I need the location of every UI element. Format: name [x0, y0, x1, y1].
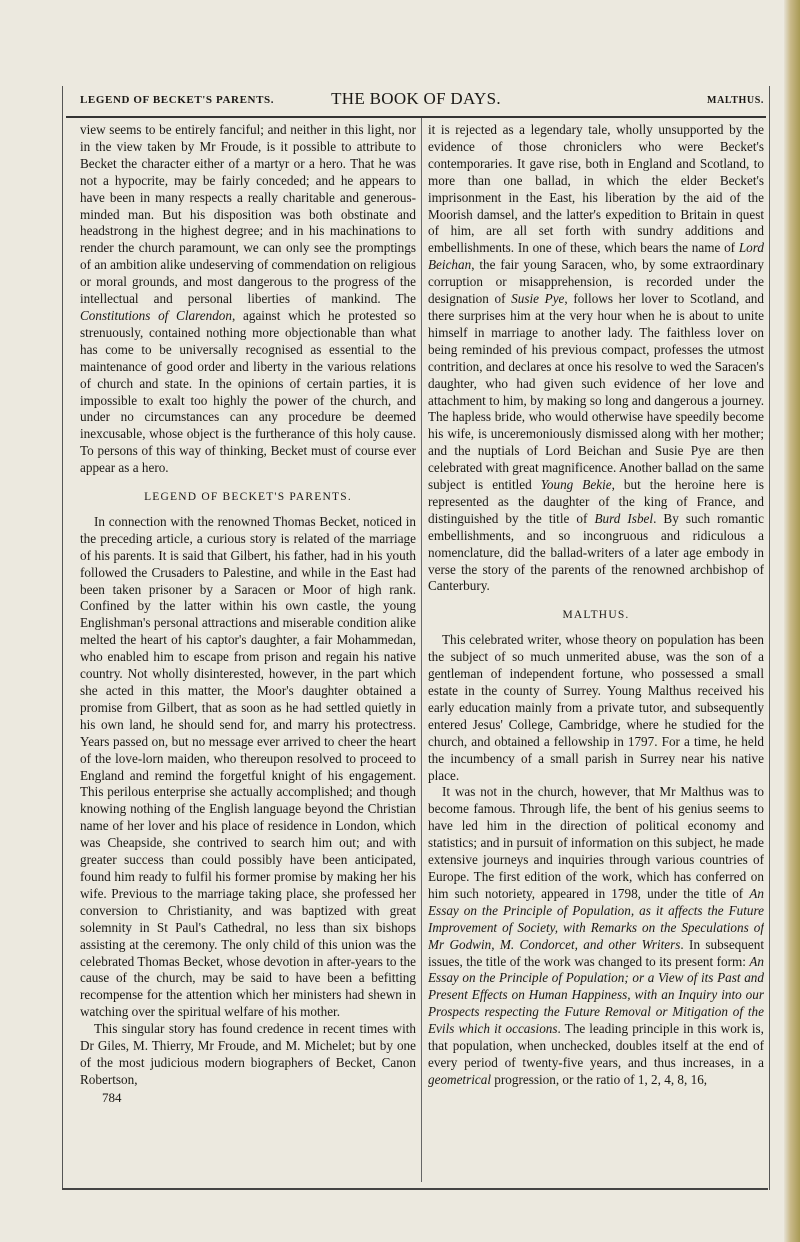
- left-column: [80, 122, 416, 1174]
- section-title-malthus: MALTHUS.: [562, 609, 630, 622]
- paragraph: This celebrated writer, whose theory on population has been the subject of so much unmerited abuse, was the son of a gentleman of independent fortune, who possessed a small estate in the county of Surrey. Young Malthus received his early education mainly from a private tutor, and subsequently entered Jesus' College, Cambridge, where he studied for the church, and obtained a fellowship in 1797. For a time, he held the incumbency of a small parish in Surrey near his native place.: [428, 632, 764, 783]
- bottom-rule: [62, 1188, 768, 1190]
- header-rule: [66, 116, 766, 118]
- paragraph: view seems to be entirely fanciful; and neither in this light, nor in the view taken by Mr Froude, is it possible to attribute to Becket the character either of a martyr or a hero. That he was not a hypocrite, may be fairly conceded; and he appears to have been in many respects a really charitable and generous-minded man. But his disposition was both obstinate and headstrong in the highest degree; and in his machinations to render the church paramount, we can only see the promptings of an ambition alike undeserving of commendation on religious or moral grounds, and most dangerous to the progress of the intellectual and personal liberties of mankind. The Constitutions of Clarendon, against which he protested so strenuously, contained nothing more objectionable than what has come to be universally recognised as essential to the maintenance of good order and liberty in the various relations of church and state. In the opinions of certain parties, it is impossible to exalt too highly the power of the church, and under no circumstances can any procedure be deemed inexcusable, whose object is the furtherance of this holy cause. To persons of this way of thinking, Becket must of course ever appear as a hero.: [80, 122, 416, 476]
- paragraph: It was not in the church, however, that Mr Malthus was to become famous. Through life, the bent of his genius seems to have led him in the direction of political economy and statistics; and in pursuit of information on this subject, he made extensive journeys and inquiries through various countries of Europe. The first edition of the work, which has conferred on him such notoriety, appeared in 1798, under the title of An Essay on the Principle of Population, as it affects the Future Improvement of Society, with Remarks on the Speculations of Mr Godwin, M. Condorcet, and other Writers. In subsequent issues, the title of the work was changed to its present form: An Essay on the Principle of Population; or a View of its Past and Present Effects on Human Happiness, with an Inquiry into our Prospects respecting the Future Removal or Mitigation of the Evils which it occasions. The leading principle in this work is, that population, when unchecked, doubles itself at the end of every period of twenty-five years, and thus increases, in a geometrical progression, or the ratio of 1, 2, 4, 8, 16,: [428, 784, 764, 1087]
- page-edge: [784, 0, 800, 1242]
- header-left: LEGEND OF BECKET'S PARENTS.: [80, 94, 275, 106]
- running-header: [66, 88, 766, 114]
- paragraph: it is rejected as a legendary tale, wholly unsupported by the evidence of those chroniclers who were Becket's contemporaries. It gave rise, both in England and Scotland, to more than one ballad, in which the elder Becket's imprisonment in the East, his liberation by the aid of the Moorish damsel, and the latter's expedition to Britain in quest of him, are all set forth with sundry additions and embellishments. In one of these, which bears the name of Lord Beichan, the fair young Saracen, who, by some extraordinary corruption or misapprehension, is recorded under the designation of Susie Pye, follows her lover to Scotland, and there surprises him at the very hour when he is about to unite himself in marriage to another lady. The faithless lover on being reminded of his previous compact, professes the utmost contrition, and declares at once his resolve to wed the Saracen's daughter, who had given such evidence of her love and attachment to him, by making so long and dangerous a journey. The hapless bride, who would otherwise have speedily become his wife, is unceremoniously dismissed along with her mother; and the nuptials of Lord Beichan and Susie Pye are then celebrated with great magnificence. Another ballad on the same subject is entitled Young Bekie, but the heroine here is represented as the daughter of the king of France, and distinguished by the title of Burd Isbel. By such romantic embellishments, and so incongruous and ridiculous a nomenclature, did the ballad-writers of a later age embody in verse the story of the parents of the renowned archbishop of Canterbury.: [428, 122, 764, 594]
- section-title-becket: LEGEND OF BECKET'S PARENTS.: [144, 491, 352, 504]
- paragraph: This singular story has found credence in recent times with Dr Giles, M. Thierry, Mr Froude, and M. Michelet; but by one of the most judicious modern biographers of Becket, Canon Robertson,: [80, 1021, 416, 1087]
- right-column: [428, 122, 764, 1174]
- page-number: 784: [102, 1089, 122, 1105]
- header-title: THE BOOK OF DAYS.: [331, 89, 501, 108]
- column-divider: [421, 118, 422, 1182]
- paragraph: In connection with the renowned Thomas Becket, noticed in the preceding article, a curious story is related of the marriage of his parents. It is said that Gilbert, his father, had in his youth followed the Crusaders to Palestine, and while in the East had been taken prisoner by a Saracen or Moor of high rank. Confined by the latter within his own castle, the young Englishman's personal attractions and miserable condition alike melted the heart of his captor's daughter, a fair Mohammedan, who enabled him to escape from prison and regain his native country. Not wholly disinterested, however, in the part which she acted in this matter, the Moor's daughter obtained a promise from Gilbert, that as soon as he had settled quietly in his own land, he should send for, and marry his protectress. Years passed on, but no message ever arrived to cheer the heart of the love-lorn maiden, who thereupon resolved to proceed to England and remind the forgetful knight of his engagement. This perilous enterprise she actually accomplished; and though knowing nothing of the English language beyond the Christian name of her lover and his place of residence in London, which was Cheapside, she contrived to search him out; and with greater success than could possibly have been anticipated, found him ready to fulfil his former promise by making her his wife. Previous to the marriage taking place, she professed her conversion to Christianity, and was baptized with great solemnity in St Paul's Cathedral, no less than six bishops assisting at the ceremony. The only child of this union was the celebrated Thomas Becket, whose devotion in after-years to the cause of the church, may be said to have been a befitting recompense for the attention which her ministers had shewn in watching over the spiritual welfare of his mother.: [80, 513, 416, 1020]
- header-right: MALTHUS.: [707, 95, 764, 106]
